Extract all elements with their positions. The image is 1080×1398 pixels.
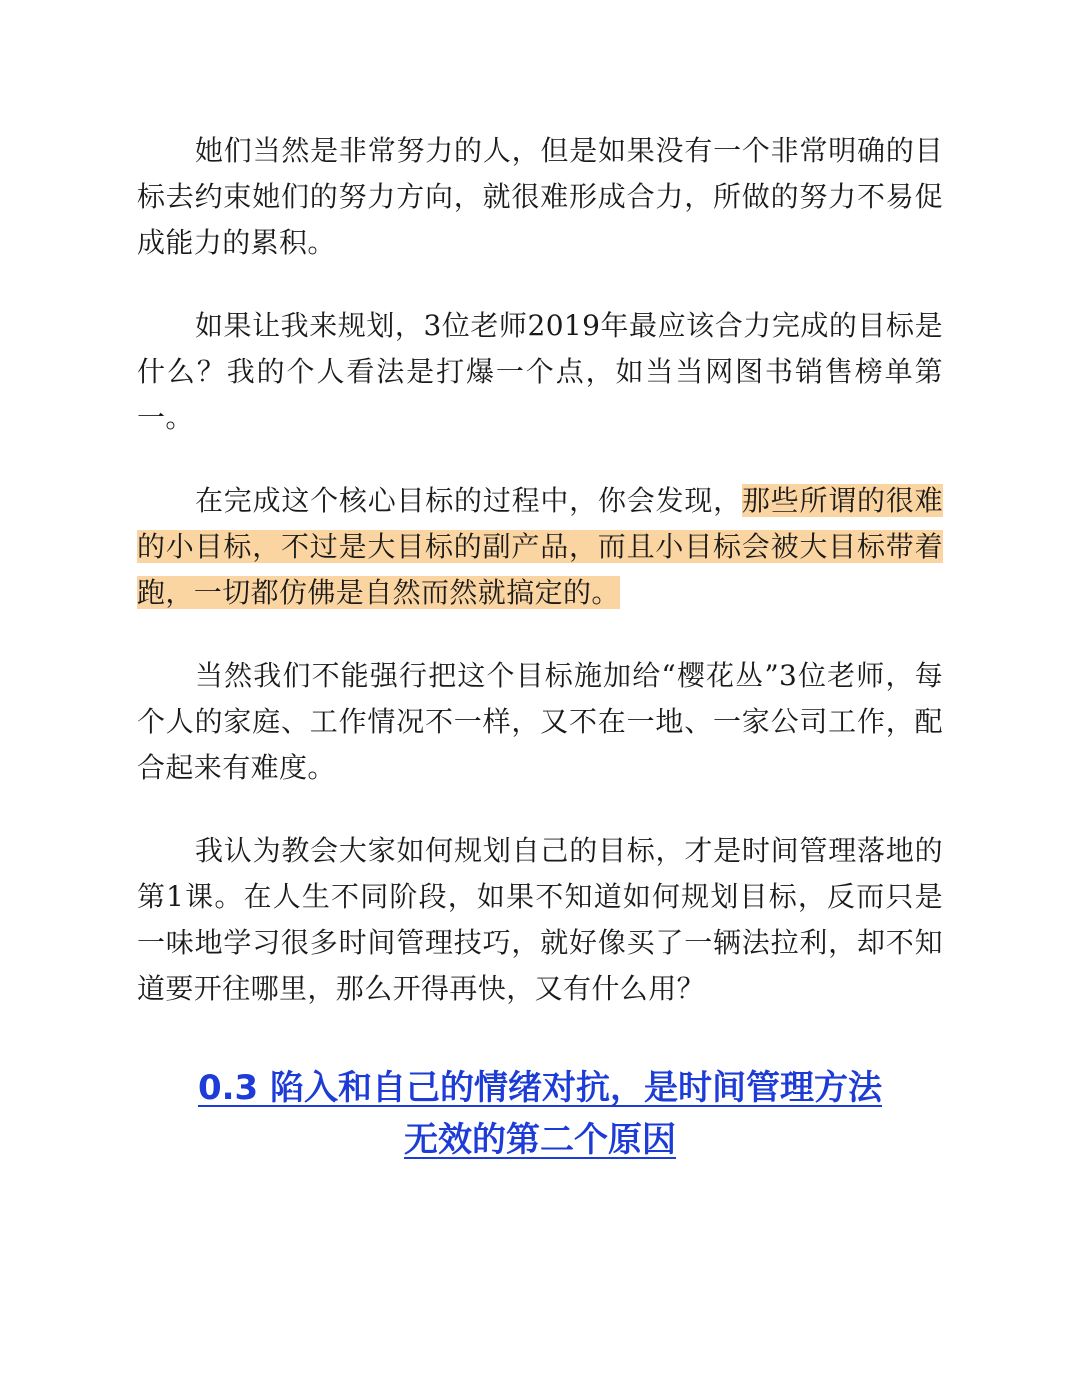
paragraph-2: 如果让我来规划，3位老师2019年最应该合力完成的目标是什么？我的个人看法是打爆一个点，如当当网图书销售榜单第一。 bbox=[137, 309, 943, 434]
paragraph-3-text: 在完成这个核心目标的过程中，你会发现， bbox=[195, 484, 742, 517]
highlighted-text: 那些所谓的很难的小目标，不过是大目标的副产品，而且小目标会被大目标带着跑，一切都仿佛是自然而然就搞定的。 bbox=[137, 484, 943, 609]
section-heading-link[interactable] bbox=[137, 1062, 943, 1166]
section-heading-line-2: 无效的第二个原因 bbox=[404, 1120, 676, 1160]
section-heading-line-1: 0.3 陷入和自己的情绪对抗，是时间管理方法 bbox=[197, 1068, 883, 1108]
paragraph-1: 她们当然是非常努力的人，但是如果没有一个非常明确的目标去约束她们的努力方向，就很难形成合力，所做的努力不易促成能力的累积。 bbox=[137, 134, 943, 259]
paragraph-3 bbox=[137, 478, 943, 616]
paragraph-4: 当然我们不能强行把这个目标施加给“樱花丛”3位老师，每个人的家庭、工作情况不一样，又不在一地、一家公司工作，配合起来有难度。 bbox=[137, 659, 943, 784]
document-body bbox=[137, 128, 943, 1049]
paragraph-5: 我认为教会大家如何规划自己的目标，才是时间管理落地的第1课。在人生不同阶段，如果不知道如何规划目标，反而只是一味地学习很多时间管理技巧，就好像买了一辆法拉利，却不知道要开往哪里，那么开得再快，又有什么用？ bbox=[137, 834, 943, 1005]
